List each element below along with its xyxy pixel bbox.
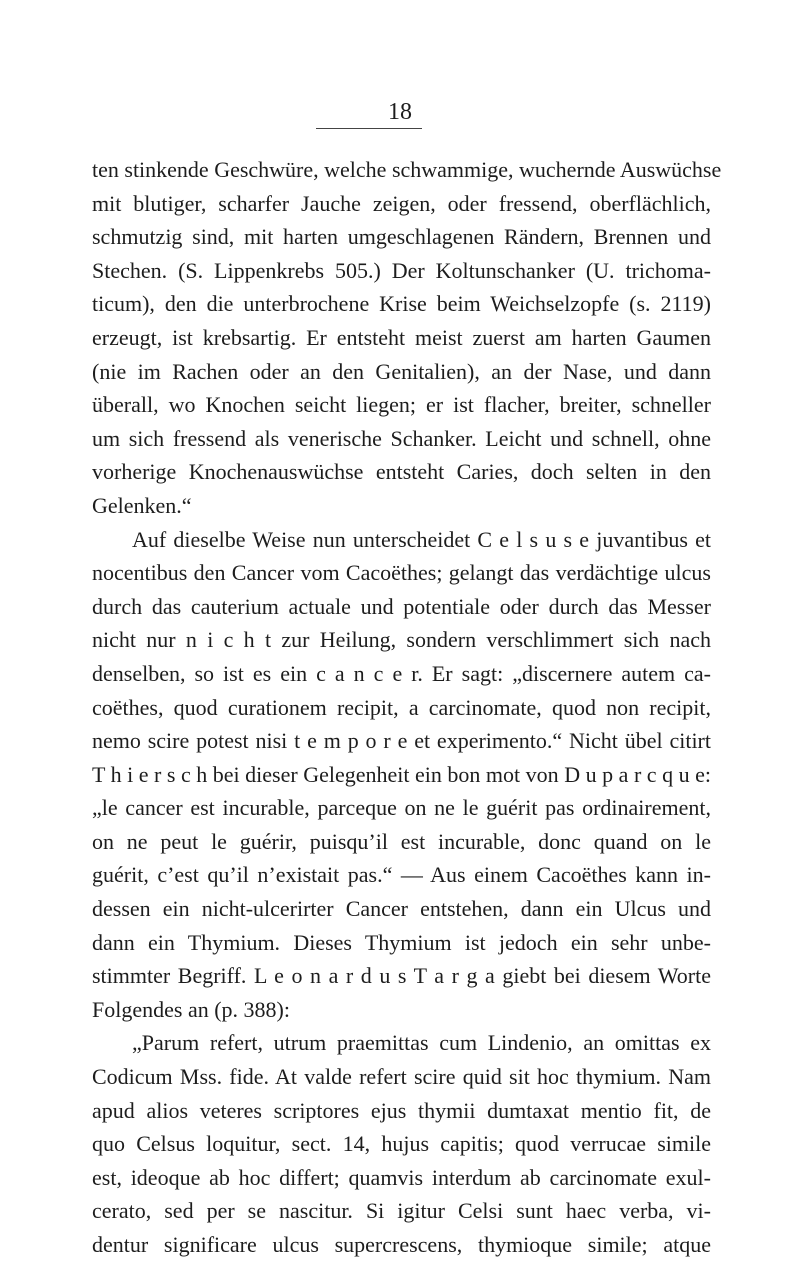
text-line: ticum), den die unterbrochene Krise beim Weichselzopfe (s. 2119): [92, 291, 711, 317]
text-line: quo Celsus loquitur, sect. 14, hujus capitis; quod verrucae simile: [92, 1131, 711, 1157]
text-line: um sich fressend als venerische Schanker. Leicht und schnell, ohne: [92, 425, 711, 451]
paragraph-start-line: Auf dieselbe Weise nun unterscheidet C e l s u s e juvantibus et: [132, 526, 711, 552]
text-line: nocentibus den Cancer vom Cacoëthes; gelangt das verdächtige ulcus: [92, 560, 711, 586]
text-line: cerato, sed per se nascitur. Si igitur Celsi sunt haec verba, vi-: [92, 1198, 711, 1224]
text-line: erzeugt, ist krebsartig. Er entsteht meist zuerst am harten Gaumen: [92, 324, 711, 350]
page-number: 18: [388, 99, 412, 125]
text-line: vorherige Knochenauswüchse entsteht Caries, doch selten in den: [92, 459, 711, 485]
text-line: nemo scire potest nisi t e m p o r e et experimento.“ Nicht übel citirt: [92, 728, 711, 754]
text-line: Codicum Mss. fide. At valde refert scire quid sit hoc thymium. Nam: [92, 1064, 711, 1090]
page-number-rule: [316, 128, 422, 129]
text-line: ten stinkende Geschwüre, welche schwammige, wuchernde Auswüchse: [92, 157, 722, 182]
text-line: „le cancer est incurable, parceque on ne le guérit pas ordinairement,: [92, 795, 711, 821]
text-line: coëthes, quod curationem recipit, a carcinomate, quod non recipit,: [92, 694, 711, 720]
text-line: est, ideoque ab hoc differt; quamvis interdum ab carcinomate exul-: [92, 1164, 711, 1190]
text-line: Gelenken.“: [92, 492, 192, 518]
text-line: T h i e r s c h bei dieser Gelegenheit ein bon mot von D u p a r c q u e:: [92, 761, 711, 787]
text-line: Stechen. (S. Lippenkrebs 505.) Der Koltunschanker (U. trichoma-: [92, 257, 711, 283]
text-line: dentur significare ulcus supercrescens, thymioque simile; atque: [92, 1232, 711, 1257]
text-line: denselben, so ist es ein c a n c e r. Er sagt: „discernere autem ca-: [92, 660, 711, 686]
text-line: mit blutiger, scharfer Jauche zeigen, oder fressend, oberflächlich,: [92, 190, 711, 216]
text-line: stimmter Begriff. L e o n a r d u s T a r g a giebt bei diesem Worte: [92, 963, 711, 989]
text-line: (nie im Rachen oder an den Genitalien), an der Nase, und dann: [92, 358, 711, 384]
text-line: dann ein Thymium. Dieses Thymium ist jedoch ein sehr unbe-: [92, 929, 711, 955]
text-line: apud alios veteres scriptores ejus thymii dumtaxat mentio fit, de: [92, 1097, 711, 1123]
text-line: guérit, c’est qu’il n’existait pas.“ — Aus einem Cacoëthes kann in-: [92, 862, 711, 888]
paragraph-start-line: „Parum refert, utrum praemittas cum Lindenio, an omittas ex: [132, 1030, 711, 1056]
body-text: [92, 153, 722, 1262]
text-line: Folgendes an (p. 388):: [92, 996, 290, 1022]
text-line: durch das cauterium actuale und potentiale oder durch das Messer: [92, 593, 711, 619]
text-line: dessen ein nicht-ulcerirter Cancer entstehen, dann ein Ulcus und: [92, 896, 711, 922]
text-line: schmutzig sind, mit harten umgeschlagenen Rändern, Brennen und: [92, 224, 711, 250]
text-line: on ne peut le guérir, puisqu’il est incurable, donc quand on le: [92, 828, 711, 854]
text-line: nicht nur n i c h t zur Heilung, sondern verschlimmert sich nach: [92, 627, 711, 653]
text-line: überall, wo Knochen seicht liegen; er ist flacher, breiter, schneller: [92, 392, 711, 418]
